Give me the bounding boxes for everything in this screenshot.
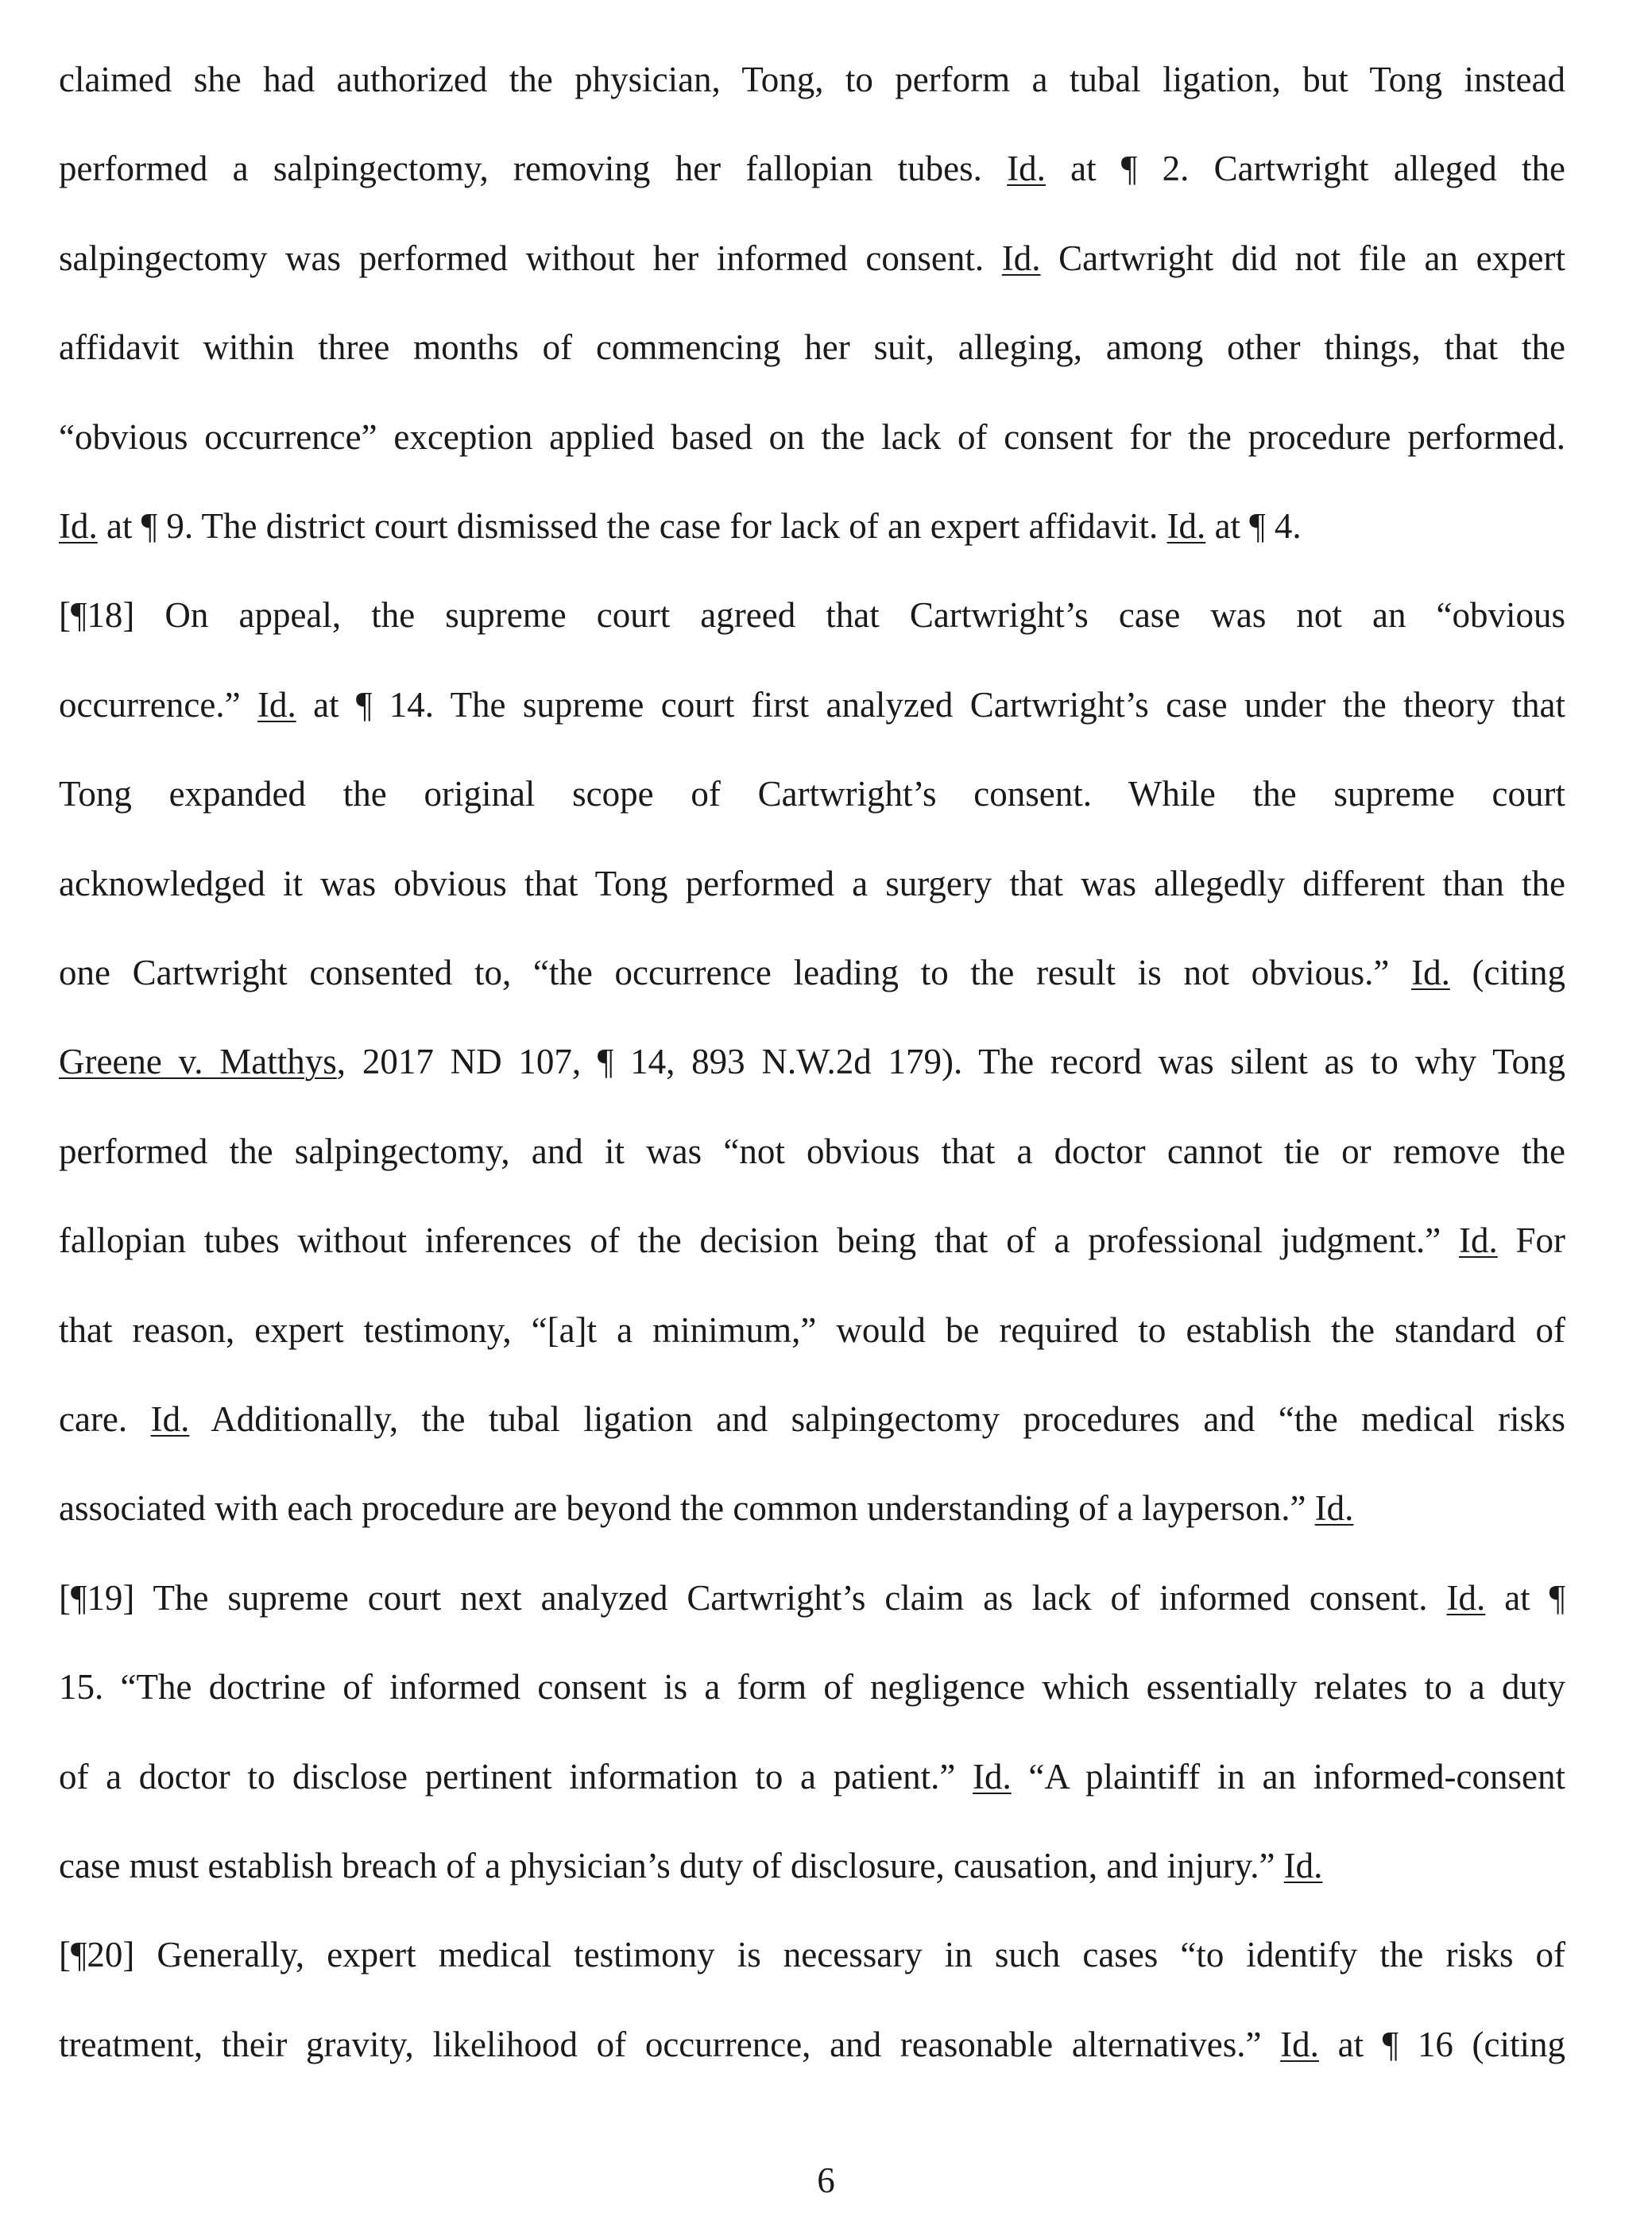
text-segment: , 2017 ND 107, ¶ 14, 893 N.W.2d 179). The record was silent as to why Tong <box>336 1042 1565 1081</box>
text-line <box>59 146 1565 191</box>
text-line <box>59 1576 1565 1620</box>
text-line <box>59 236 1565 280</box>
text-segment: treatment, their gravity, likelihood of occurrence, and reasonable alternatives.” <box>59 2025 1281 2064</box>
citation-underlined: Id. <box>150 1399 190 1439</box>
text-segment: claimed she had authorized the physician, Tong, to perform a tubal ligation, but Tong instead <box>59 60 1565 99</box>
text-line <box>59 1129 1565 1174</box>
text-segment: affidavit within three months of commencing her suit, alleging, among other things, that the <box>59 327 1565 367</box>
text-line <box>59 593 1565 637</box>
text-line <box>59 1218 1565 1263</box>
text-segment: of a doctor to disclose pertinent information to a patient.” <box>59 1757 973 1797</box>
text-line <box>59 57 1565 102</box>
text-segment: at ¶ 16 (citing <box>1318 2025 1565 2064</box>
text-segment: [¶18] On appeal, the supreme court agreed that Cartwright’s case was not an “obvious <box>59 595 1565 635</box>
text-line <box>59 415 1565 459</box>
text-line <box>59 1754 1565 1799</box>
text-line <box>59 325 1565 369</box>
text-segment: 15. “The doctrine of informed consent is a form of negligence which essentially relates to a duty <box>59 1667 1565 1707</box>
page-number: 6 <box>817 2160 835 2200</box>
text-segment: acknowledged it was obvious that Tong performed a surgery that was allegedly different than the <box>59 864 1565 903</box>
text-segment: care. <box>59 1399 151 1439</box>
text-line <box>59 504 1565 548</box>
citation-underlined: Id. <box>1283 1846 1323 1886</box>
text-segment: [¶19] The supreme court next analyzed Cartwright’s claim as lack of informed consent. <box>59 1578 1447 1618</box>
citation-underlined: Id. <box>1166 506 1206 546</box>
text-segment: one Cartwright consented to, “the occurrence leading to the result is not obvious.” <box>59 953 1412 992</box>
text-segment: Cartwright did not file an expert <box>1040 238 1565 278</box>
text-line <box>59 1486 1565 1530</box>
text-segment: Additionally, the tubal ligation and salpingectomy procedures and “the medical risks <box>189 1399 1565 1439</box>
text-line <box>59 683 1565 727</box>
text-segment: (citing <box>1449 953 1565 992</box>
text-segment: at ¶ <box>1485 1578 1565 1618</box>
text-line <box>59 950 1565 995</box>
text-line <box>59 772 1565 816</box>
text-segment: For <box>1497 1220 1565 1260</box>
text-line <box>59 1932 1565 1977</box>
citation-underlined: Id. <box>59 506 98 546</box>
text-segment: associated with each procedure are beyond the common understanding of a layperson.” <box>59 1488 1315 1528</box>
text-line <box>59 1843 1565 1888</box>
citation-underlined: Id. <box>1314 1488 1354 1528</box>
citation-underlined: Id. <box>1280 2025 1319 2064</box>
citation-underlined: Id. <box>1446 1578 1486 1618</box>
text-segment: [¶20] Generally, expert medical testimony is necessary in such cases “to identify the risks of <box>59 1935 1565 1975</box>
text-segment: performed the salpingectomy, and it was “not obvious that a doctor cannot tie or remove the <box>59 1131 1565 1171</box>
citation-underlined: Id. <box>1007 149 1046 188</box>
text-segment: fallopian tubes without inferences of the decision being that of a professional judgment.” <box>59 1220 1459 1260</box>
citation-underlined: Id. <box>1001 238 1041 278</box>
text-line <box>59 1397 1565 1441</box>
citation-underlined: Id. <box>257 685 296 725</box>
text-segment: that reason, expert testimony, “[a]t a minimum,” would be required to establish the standard of <box>59 1310 1565 1350</box>
text-segment: Tong expanded the original scope of Cartwright’s consent. While the supreme court <box>59 774 1565 814</box>
text-segment: at ¶ 4. <box>1205 506 1302 546</box>
text-segment: “obvious occurrence” exception applied based on the lack of consent for the procedure performed. <box>59 417 1565 457</box>
text-line <box>59 1665 1565 1709</box>
text-segment: at ¶ 2. Cartwright alleged the <box>1045 149 1565 188</box>
text-segment: at ¶ 14. The supreme court first analyzed Cartwright’s case under the theory that <box>296 685 1565 725</box>
text-segment: at ¶ 9. The district court dismissed the case for lack of an expert affidavit. <box>97 506 1167 546</box>
text-line <box>59 1039 1565 1084</box>
text-segment: “A plaintiff in an informed-consent <box>1011 1757 1565 1797</box>
text-line <box>59 1308 1565 1352</box>
text-line <box>59 861 1565 906</box>
text-segment: performed a salpingectomy, removing her fallopian tubes. <box>59 149 1008 188</box>
text-line <box>59 2022 1565 2067</box>
citation-underlined: Id. <box>972 1757 1012 1797</box>
citation-underlined: Id. <box>1411 953 1450 992</box>
text-segment: salpingectomy was performed without her informed consent. <box>59 238 1002 278</box>
citation-underlined: Greene v. Matthys <box>59 1042 337 1081</box>
text-segment: occurrence.” <box>59 685 257 725</box>
citation-underlined: Id. <box>1458 1220 1498 1260</box>
text-segment: case must establish breach of a physician’s duty of disclosure, causation, and injury.” <box>59 1846 1284 1886</box>
